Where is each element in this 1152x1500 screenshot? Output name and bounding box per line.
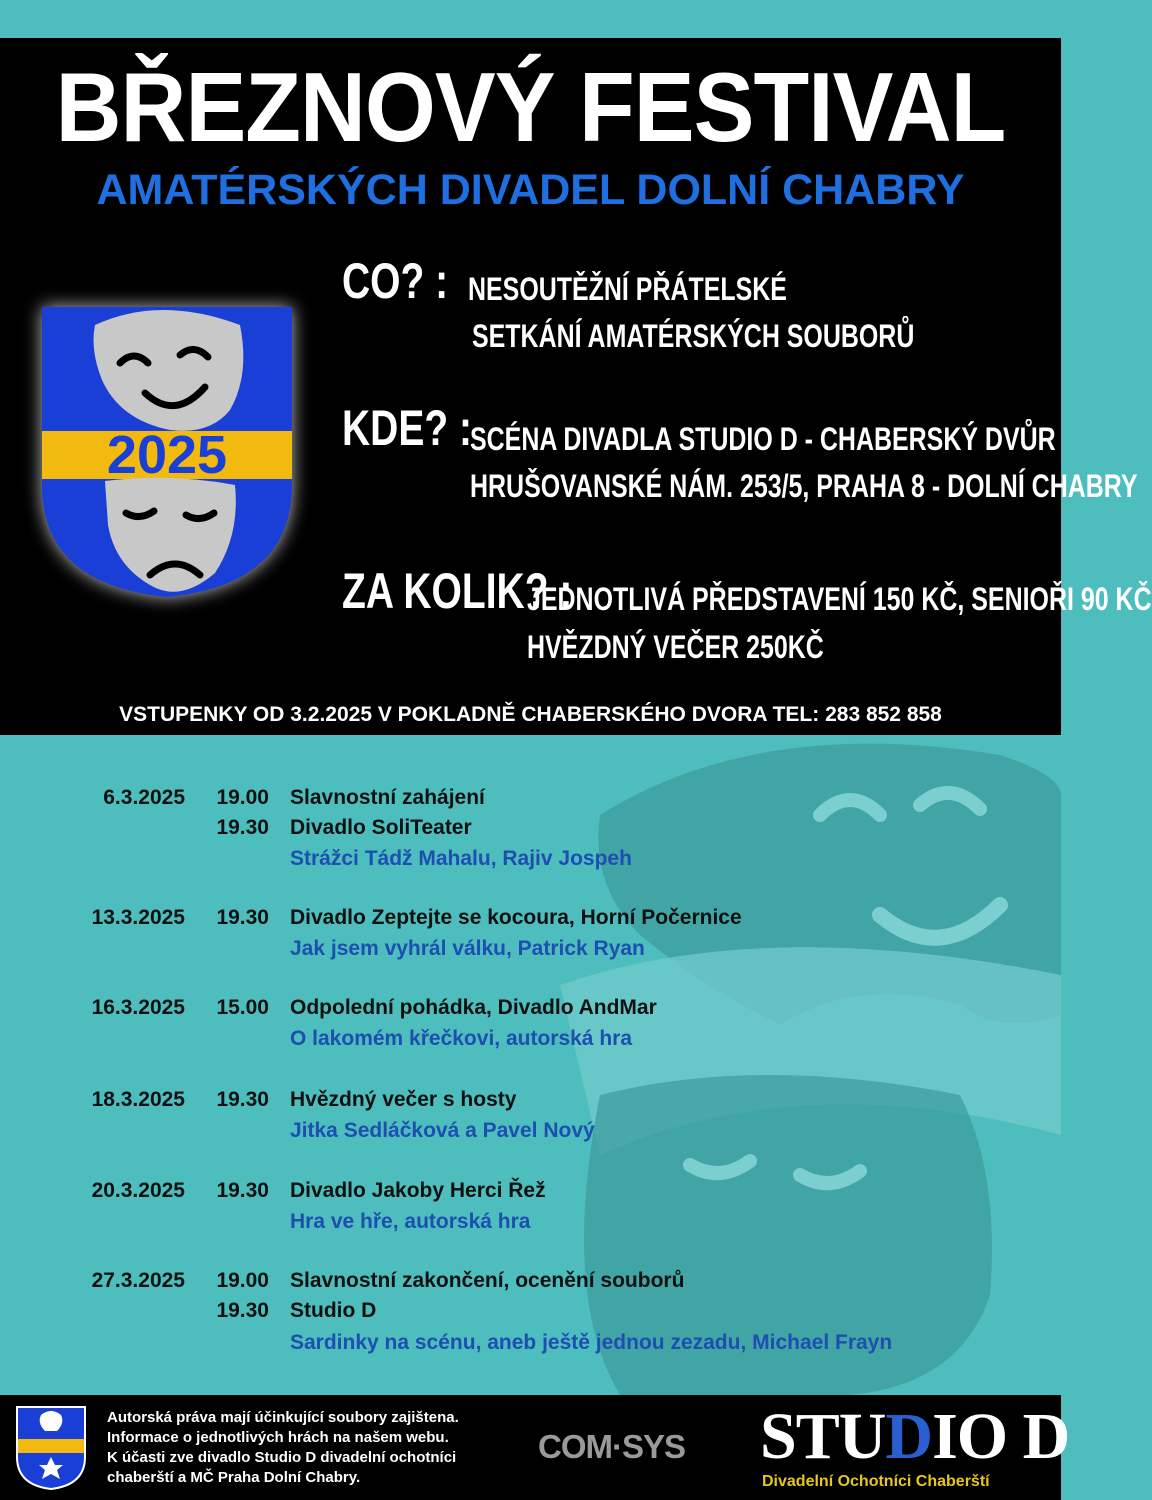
zakolik-line1: JEDNOTLIVÁ PŘEDSTAVENÍ 150 KČ, SENIOŘI 90 KČ: [527, 581, 1152, 617]
schedule-date: 20.3.2025: [91, 1179, 185, 1202]
schedule-event: Hvězdný večer s hosty: [290, 1088, 517, 1111]
schedule-date: 18.3.2025: [91, 1088, 185, 1111]
co-label: CO? :: [342, 253, 449, 309]
studio-d-tagline: Divadelní Ochotníci Chaberští: [762, 1473, 990, 1490]
schedule-event: Divadlo Zeptejte se kocoura, Horní Počernice: [290, 906, 742, 929]
festival-crest-logo: [20, 285, 310, 625]
footer-line: Informace o jednotlivých hrách na našem webu.: [107, 1429, 449, 1446]
schedule-event: Studio D: [290, 1299, 377, 1322]
schedule-event: Slavnostní zakončení, ocenění souborů: [290, 1269, 685, 1292]
co-line2: SETKÁNÍ AMATÉRSKÝCH SOUBORŮ: [472, 318, 915, 354]
schedule-time: 19.00: [216, 1269, 269, 1292]
festival-subtitle: AMATÉRSKÝCH DIVADEL DOLNÍ CHABRY: [96, 166, 965, 214]
schedule-event: Divadlo Jakoby Herci Řež: [290, 1179, 546, 1202]
schedule-time: 19.30: [216, 1179, 269, 1202]
schedule-panel: [0, 735, 1061, 1395]
decorative-masks-icon: [0, 735, 1061, 1395]
schedule-play: Strážci Tádž Mahalu, Rajiv Jospeh: [290, 847, 632, 870]
footer-line: Autorská práva mají účinkující soubory zajištena.: [107, 1409, 459, 1426]
festival-title: BŘEZNOVÝ FESTIVAL: [55, 52, 1006, 162]
schedule-play: Hra ve hře, autorská hra: [290, 1210, 531, 1233]
kde-line2: HRUŠOVANSKÉ NÁM. 253/5, PRAHA 8 - DOLNÍ CHABRY: [470, 468, 1138, 504]
comsys-logo: COM·SYS: [538, 1428, 686, 1465]
schedule-event: Odpolední pohádka, Divadlo AndMar: [290, 996, 657, 1019]
schedule-time: 19.30: [216, 906, 269, 929]
co-line1: NESOUTĚŽNÍ PŘÁTELSKÉ: [468, 271, 787, 307]
schedule-play: Sardinky na scénu, aneb ještě jednou zezadu, Michael Frayn: [290, 1331, 893, 1354]
dolni-chabry-crest-icon: [15, 1405, 87, 1491]
studio-logo-part: IO D: [932, 1400, 1070, 1473]
schedule-play: Jitka Sedláčková a Pavel Nový: [290, 1119, 595, 1142]
studio-d-logo: [760, 1400, 1070, 1473]
schedule-time: 15.00: [216, 996, 269, 1019]
schedule-date: 6.3.2025: [103, 786, 185, 809]
footer-line: chaberští a MČ Praha Dolní Chabry.: [107, 1469, 361, 1486]
schedule-time: 19.00: [216, 786, 269, 809]
zakolik-label: ZA KOLIK? :: [342, 563, 573, 619]
studio-logo-part: STU: [760, 1400, 886, 1473]
schedule-time: 19.30: [216, 816, 269, 839]
schedule-date: 16.3.2025: [91, 996, 185, 1019]
top-strip: [0, 0, 1061, 38]
crest-year: 2025: [106, 425, 228, 485]
kde-label: KDE? :: [342, 400, 472, 456]
schedule-date: 27.3.2025: [91, 1269, 185, 1292]
footer-notice: [107, 1408, 459, 1488]
footer-line: K účasti zve divadlo Studio D divadelní ochotníci: [107, 1449, 457, 1466]
schedule-event: Divadlo SoliTeater: [290, 816, 472, 839]
schedule-play: Jak jsem vyhrál válku, Patrick Ryan: [290, 937, 645, 960]
schedule-event: Slavnostní zahájení: [290, 786, 485, 809]
kde-line1: SCÉNA DIVADLA STUDIO D - CHABERSKÝ DVŮR: [470, 421, 1056, 457]
zakolik-line2: HVĚZDNÝ VEČER 250KČ: [527, 629, 824, 665]
schedule-time: 19.30: [216, 1088, 269, 1111]
studio-logo-part: D: [885, 1400, 933, 1473]
schedule-play: O lakomém křečkovi, autorská hra: [290, 1027, 632, 1050]
schedule-time: 19.30: [216, 1299, 269, 1322]
tickets-info: VSTUPENKY OD 3.2.2025 V POKLADNĚ CHABERSKÉHO DVORA TEL: 283 852 858: [119, 703, 942, 726]
schedule-date: 13.3.2025: [91, 906, 185, 929]
